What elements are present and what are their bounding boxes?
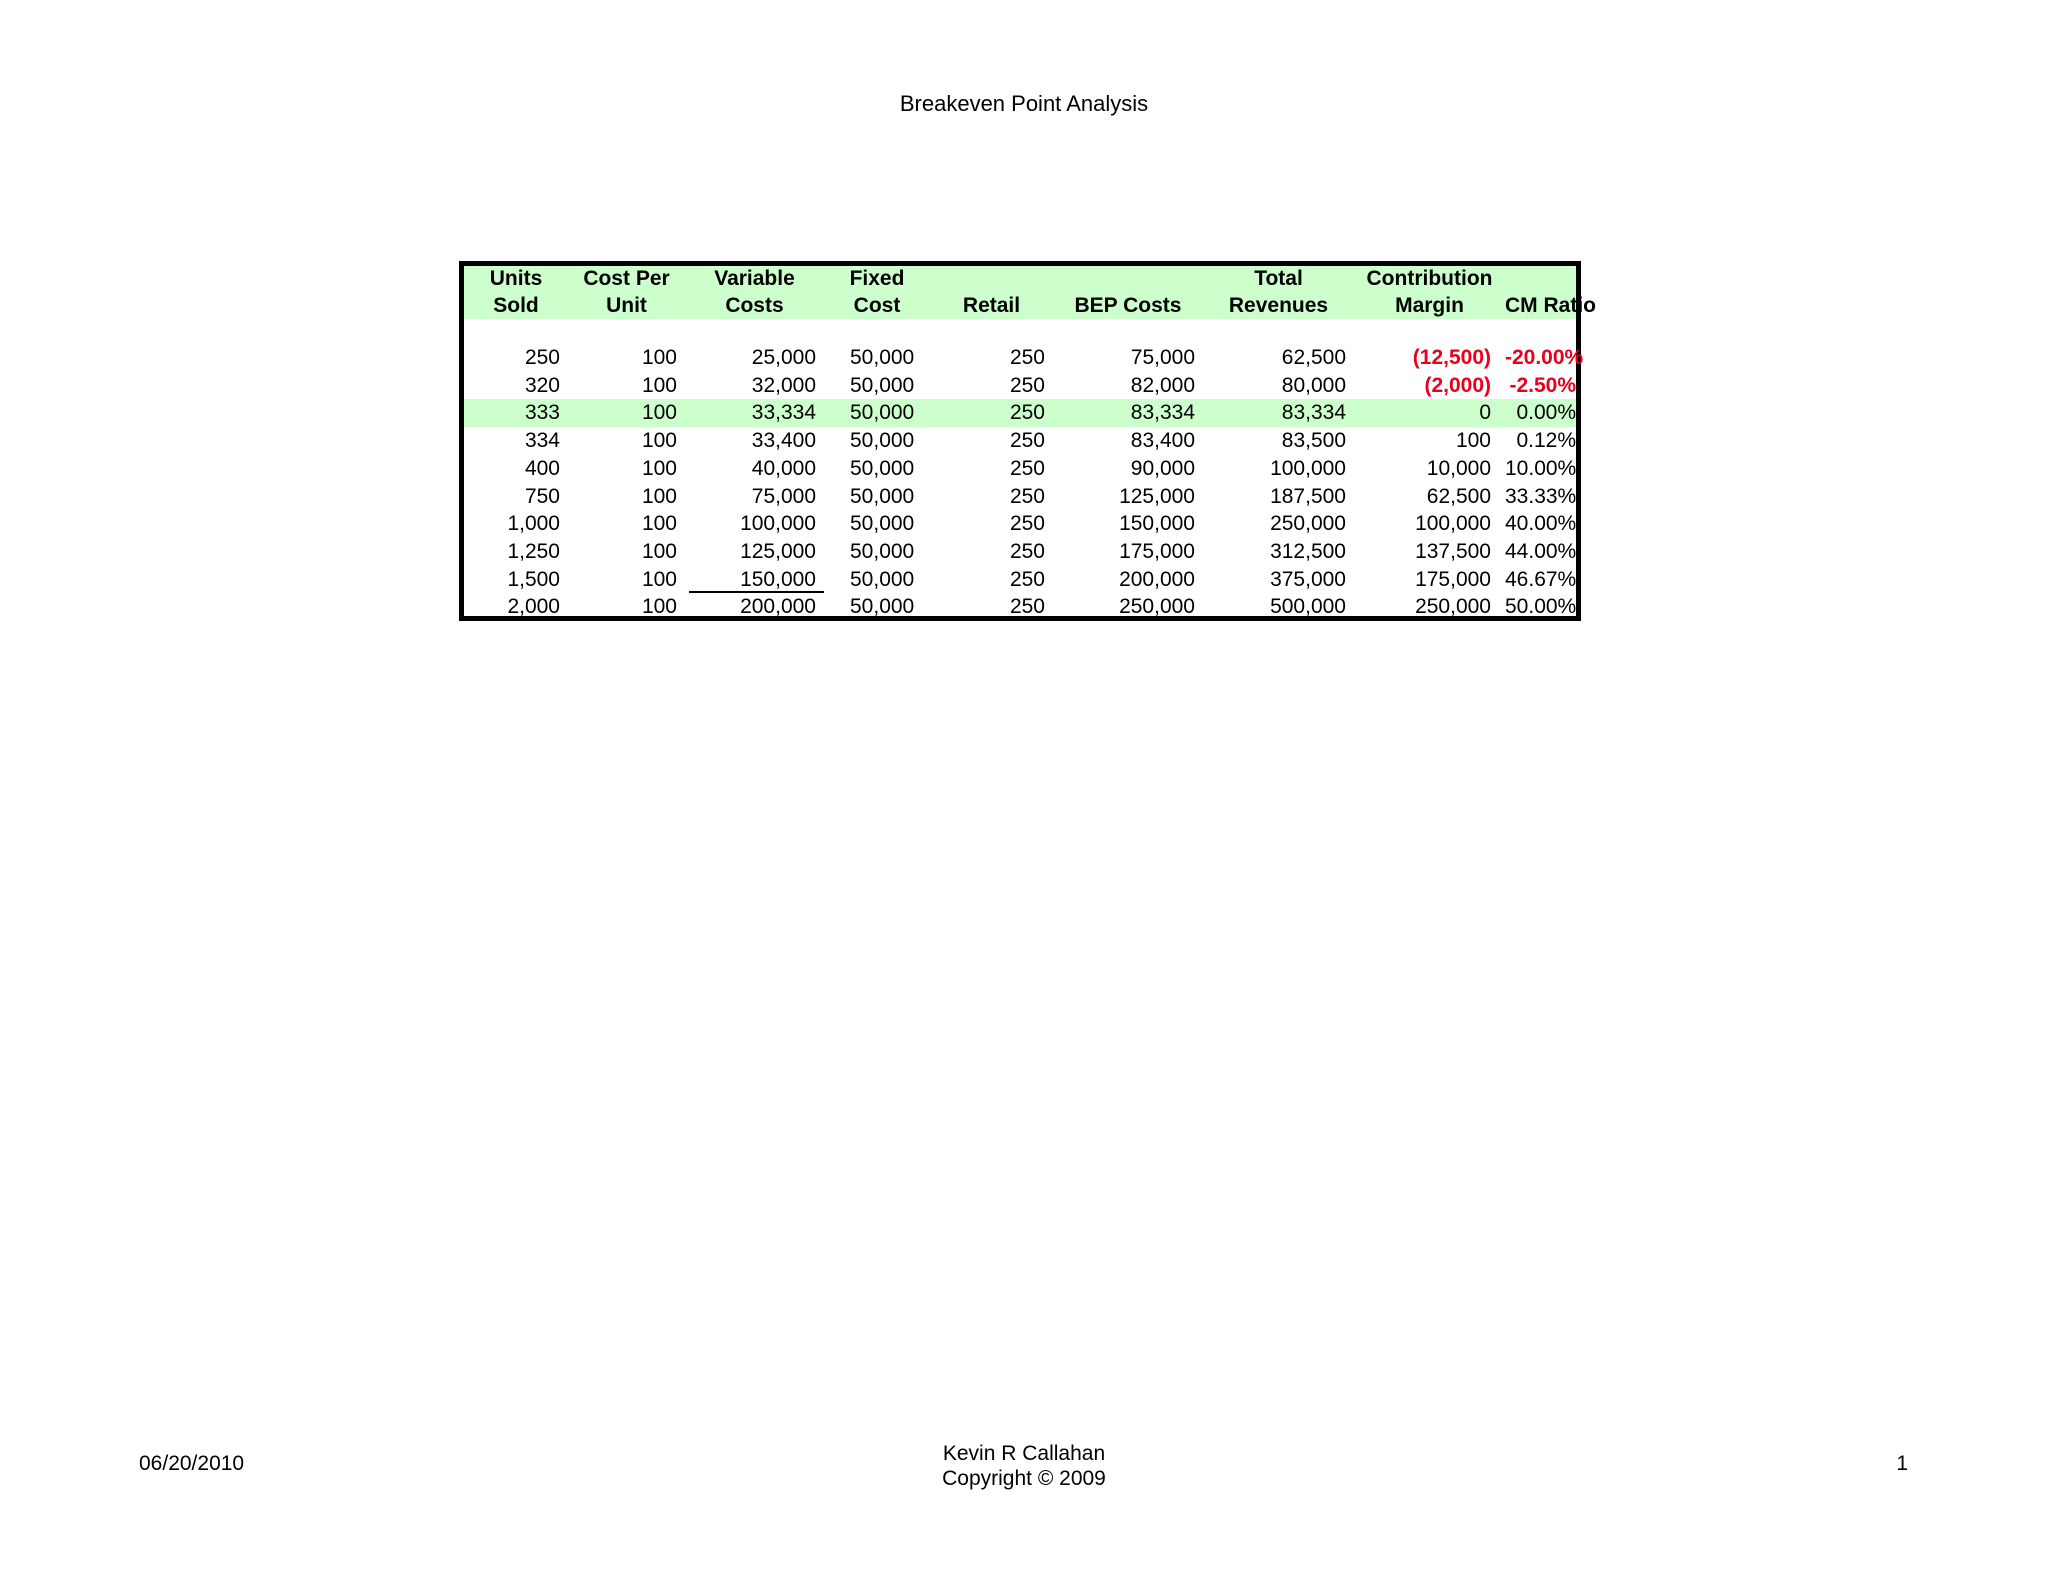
footer-author: Kevin R Callahan: [942, 1442, 1106, 1465]
header-retail-line1: [930, 266, 1053, 291]
cell-cost-per-unit: 100: [641, 373, 677, 397]
cell-bep-costs: 75,000: [1130, 346, 1195, 369]
cell-variable-costs: 125,000: [740, 539, 816, 563]
header-units-line1: Units: [464, 266, 568, 291]
header-bep-costs-line2: BEP Costs: [1053, 291, 1203, 319]
cell-variable-costs: 100,000: [740, 512, 816, 536]
cell-units: 334: [524, 429, 560, 453]
cell-units: 400: [524, 456, 560, 480]
cell-retail: 250: [1009, 484, 1045, 508]
cell-bep-costs: 82,000: [1130, 373, 1195, 397]
cell-total-revenues: 100,000: [1270, 456, 1346, 480]
cell-retail: 250: [930, 399, 1053, 427]
cell-total-revenues: 187,500: [1270, 484, 1346, 508]
cell-cost-per-unit: 100: [641, 346, 677, 369]
header-fixed-cost-line2: Cost: [824, 291, 930, 319]
spacer-row: [464, 319, 1576, 344]
cell-units: 750: [524, 484, 560, 508]
cell-variable-costs: 40,000: [751, 456, 816, 480]
cell-retail: 250: [1009, 512, 1045, 536]
table-row: [464, 427, 1576, 455]
cell-bep-costs: 90,000: [1130, 456, 1195, 480]
header-variable-costs-line1: Variable: [685, 266, 824, 291]
cell-cm-ratio: 44.00%: [1505, 539, 1577, 563]
cell-contribution-margin: 137,500: [1415, 539, 1491, 563]
footer-copyright: Copyright © 2009: [942, 1467, 1106, 1490]
cell-fixed-cost: 50,000: [850, 429, 915, 453]
cell-contribution-margin: 0: [1354, 399, 1505, 427]
cell-total-revenues: 83,334: [1203, 399, 1354, 427]
cell-cost-per-unit: 100: [641, 595, 677, 619]
cell-bep-costs: 83,400: [1130, 429, 1195, 453]
cell-cm-ratio: 40.00%: [1505, 512, 1577, 536]
cell-retail: 250: [1009, 429, 1045, 453]
cell-retail: 250: [1009, 539, 1045, 563]
table-row: [464, 510, 1576, 538]
cell-contribution-margin: 100,000: [1415, 512, 1491, 536]
header-retail-line2: Retail: [930, 291, 1053, 319]
cell-fixed-cost: 50,000: [850, 346, 915, 369]
header-variable-costs-line2: Costs: [685, 291, 824, 319]
cell-variable-costs: 33,334: [685, 399, 824, 427]
header-cm-ratio-line2: CM Ratio: [1505, 291, 1576, 319]
table-row: [464, 344, 1576, 372]
cell-cm-ratio: -2.50%: [1509, 373, 1576, 397]
table-row: [464, 372, 1576, 400]
cell-bep-costs: 250,000: [1119, 595, 1195, 619]
cell-cost-per-unit: 100: [641, 539, 677, 563]
cell-contribution-margin: 100: [1455, 429, 1491, 453]
cell-cost-per-unit: 100: [641, 512, 677, 536]
cell-fixed-cost: 50,000: [850, 456, 915, 480]
cell-fixed-cost: 50,000: [850, 539, 915, 563]
table-row: [464, 593, 1576, 621]
cell-retail: 250: [1009, 373, 1045, 397]
cell-variable-costs: 33,400: [751, 429, 816, 453]
table-row: [464, 566, 1576, 594]
cell-total-revenues: 80,000: [1281, 373, 1346, 397]
header-cost-per-unit-line1: Cost Per: [568, 266, 685, 291]
cell-variable-costs: 150,000: [685, 566, 824, 594]
header-total-revenues-line1: Total: [1203, 266, 1354, 291]
cell-cm-ratio: 33.33%: [1505, 484, 1577, 508]
cell-units: 320: [524, 373, 560, 397]
footer-page-number: 1: [1896, 1452, 1908, 1475]
cell-contribution-margin: 250,000: [1415, 595, 1491, 619]
cell-variable-costs: 25,000: [751, 346, 816, 369]
cell-fixed-cost: 50,000: [850, 484, 915, 508]
cell-bep-costs: 125,000: [1119, 484, 1195, 508]
cell-total-revenues: 83,500: [1281, 429, 1346, 453]
header-cost-per-unit-line2: Unit: [568, 291, 685, 319]
cell-contribution-margin: 62,500: [1426, 484, 1491, 508]
cell-fixed-cost: 50,000: [824, 399, 930, 427]
table-row: [464, 455, 1576, 483]
cell-cm-ratio: 46.67%: [1505, 567, 1577, 591]
cell-total-revenues: 375,000: [1270, 567, 1346, 591]
cell-units: 2,000: [507, 595, 560, 619]
breakeven-row: [464, 399, 1576, 427]
cell-cost-per-unit: 100: [641, 484, 677, 508]
table-row: [464, 483, 1576, 511]
cell-cost-per-unit: 100: [641, 567, 677, 591]
breakeven-table: [464, 266, 1596, 621]
cell-contribution-margin: 175,000: [1415, 567, 1491, 591]
page-title: Breakeven Point Analysis: [899, 91, 1149, 116]
cell-variable-costs: 200,000: [740, 595, 816, 619]
cell-retail: 250: [1009, 456, 1045, 480]
header-total-revenues-line2: Revenues: [1203, 291, 1354, 319]
cell-variable-costs: 32,000: [751, 373, 816, 397]
cell-total-revenues: 500,000: [1270, 595, 1346, 619]
cell-contribution-margin: 10,000: [1426, 456, 1491, 480]
header-cm-ratio-line1: [1505, 266, 1576, 291]
footer-credits: [0, 1441, 2048, 1491]
cell-fixed-cost: 50,000: [850, 595, 915, 619]
footer-date: 06/20/2010: [139, 1452, 245, 1475]
header-fixed-cost-line1: Fixed: [824, 266, 930, 291]
cell-retail: 250: [1009, 567, 1045, 591]
cell-total-revenues: 312,500: [1270, 539, 1346, 563]
cell-units: 1,500: [507, 567, 560, 591]
cell-bep-costs: 175,000: [1119, 539, 1195, 563]
cell-total-revenues: 250,000: [1270, 512, 1346, 536]
cell-bep-costs: 200,000: [1119, 567, 1195, 591]
header-contribution-margin-line2: Margin: [1354, 291, 1505, 319]
cell-cm-ratio: 0.00%: [1505, 399, 1576, 427]
header-row-2: [464, 291, 1576, 319]
cell-variable-costs: 75,000: [751, 484, 816, 508]
cell-cost-per-unit: 100: [568, 399, 685, 427]
cell-bep-costs: 83,334: [1053, 399, 1203, 427]
cell-cm-ratio: -20.00%: [1505, 346, 1584, 369]
cell-retail: 250: [1009, 595, 1045, 619]
cell-cost-per-unit: 100: [641, 456, 677, 480]
cell-cost-per-unit: 100: [641, 429, 677, 453]
cell-bep-costs: 150,000: [1119, 512, 1195, 536]
header-bep-costs-line1: [1053, 266, 1203, 291]
cell-total-revenues: 62,500: [1281, 346, 1346, 369]
cell-cm-ratio: 50.00%: [1505, 595, 1577, 619]
cell-contribution-margin: (12,500): [1412, 346, 1491, 369]
cell-units: 333: [464, 399, 568, 427]
breakeven-table-frame: [459, 261, 1596, 621]
table-row: [464, 538, 1576, 566]
cell-cm-ratio: 0.12%: [1516, 429, 1576, 453]
cell-fixed-cost: 50,000: [850, 373, 915, 397]
cell-contribution-margin: (2,000): [1424, 373, 1491, 397]
cell-fixed-cost: 50,000: [850, 512, 915, 536]
cell-units: 1,250: [507, 539, 560, 563]
header-row-1: [464, 266, 1576, 291]
header-contribution-margin-line1: Contribution: [1354, 266, 1505, 291]
cell-units: 250: [524, 346, 560, 369]
cell-cm-ratio: 10.00%: [1505, 456, 1577, 480]
cell-units: 1,000: [507, 512, 560, 536]
cell-retail: 250: [1009, 346, 1045, 369]
header-units-line2: Sold: [464, 291, 568, 319]
cell-fixed-cost: 50,000: [850, 567, 915, 591]
